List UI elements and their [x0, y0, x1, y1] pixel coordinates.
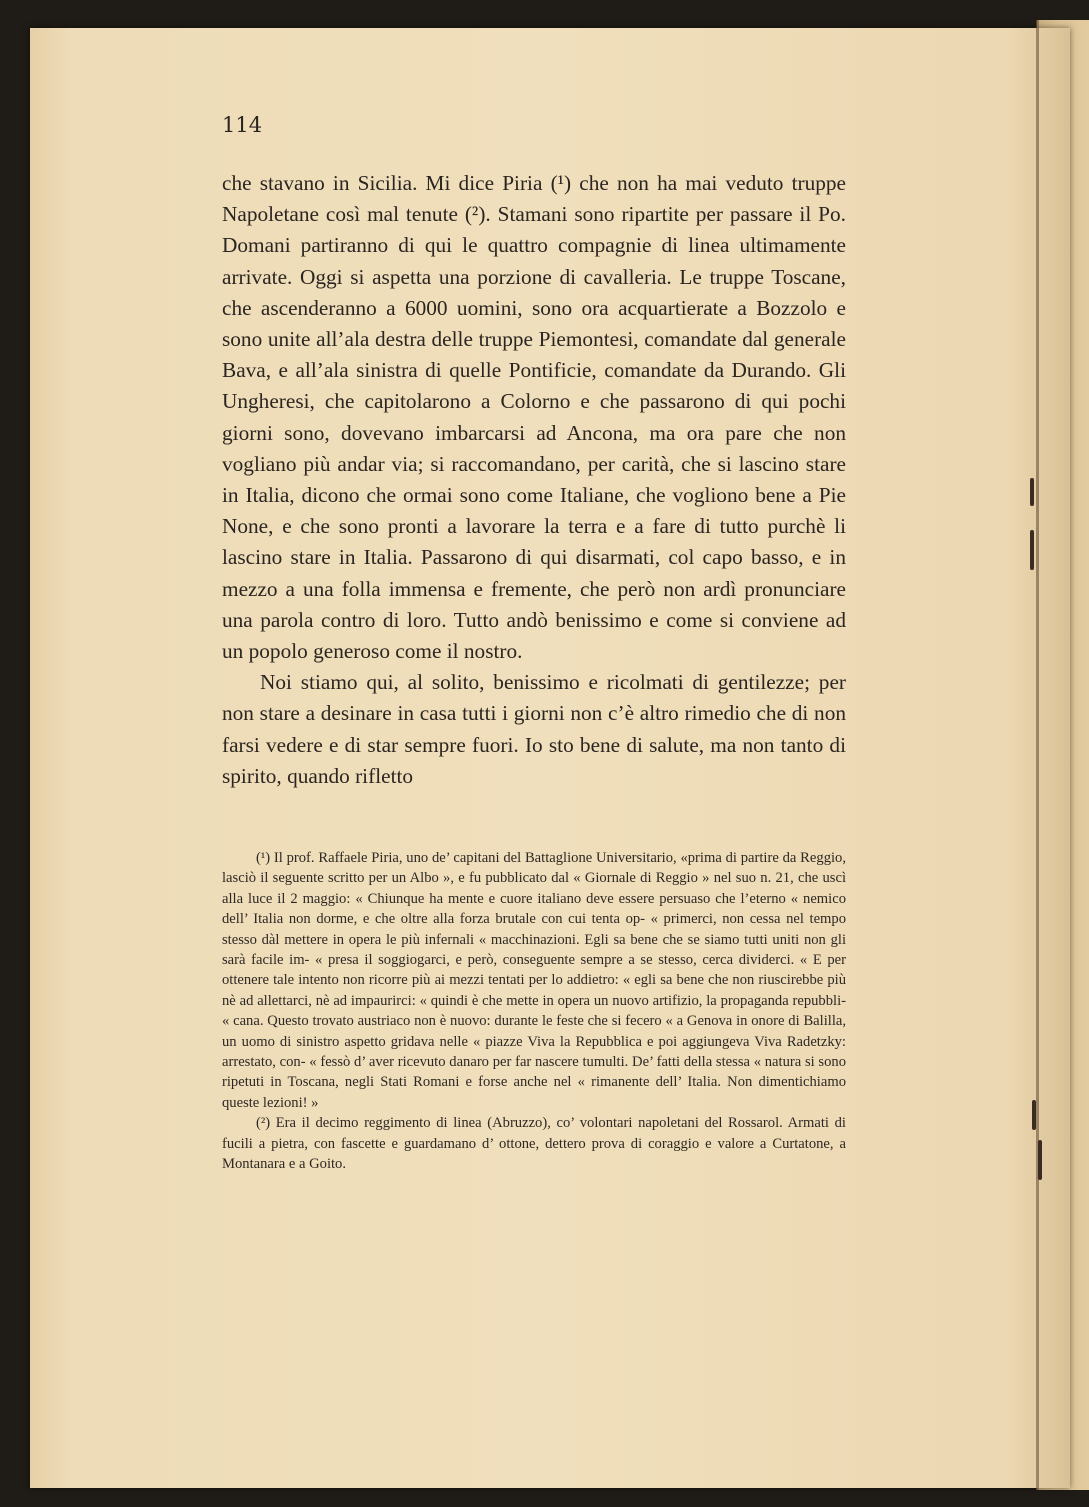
page-number: 114: [222, 113, 263, 137]
margin-mark: [1030, 478, 1034, 506]
page-binding-edge: [1036, 20, 1039, 1490]
footnotes: [222, 848, 846, 1175]
margin-mark: [1038, 1140, 1042, 1180]
body-paragraph: che stavano in Sicilia. Mi dice Piria (¹) che non ha mai veduto truppe Napoletane così mal tenute (²). Stamani sono ripartite per passare il Po. Domani partiranno di qui le quattro compagnie di linea ultimamente arrivate. Oggi si aspetta una porzione di cavalleria. Le truppe Toscane, che ascenderanno a 6000 uomini, sono ora acquartierate a Bozzolo e sono unite all’ala destra delle truppe Piemontesi, comandate dal generale Bava, e all’ala sinistra di quelle Pontificie, comandate da Durando. Gli Ungheresi, che capitolarono a Colorno e che passarono di qui pochi giorni sono, dovevano imbarcarsi ad Ancona, ma ora pare che non vogliano più andar via; si raccomandano, per carità, che si lascino stare in Italia, dicono che ormai sono come Italiane, che vogliono bene a Pie None, e che sono pronti a lavorare la terra e a fare di tutto purchè li lascino stare in Italia. Passarono di qui disarmati, col capo basso, e in mezzo a una folla immensa e fremente, che però non ardì pronunciare una parola contro di loro. Tutto andò benissimo e come si conviene ad un popolo generoso come il nostro.: [222, 171, 846, 664]
margin-mark: [1032, 1100, 1036, 1130]
footnote: (²) Era il decimo reggimento di linea (Abruzzo), co’ volontari napoletani del Rossarol. Armati di fucili a pietra, con fascette e guardamano d’ ottone, dettero prova di coraggio e valore a Curtatone, a Montanara e a Goito.: [222, 1115, 846, 1173]
margin-mark: [1030, 530, 1034, 570]
footnote: (¹) Il prof. Raffaele Piria, uno de’ capitani del Battaglione Universitario, «prima di partire da Reggio, lasciò il seguente scritto per un Albo », e fu pubblicato dal « Giornale di Reggio » nel suo n. 21, che uscì alla luce il 2 maggio: « Chiunque ha mente e cuore italiano deve essere persuaso che l’eterno « nemico dell’ Italia non dorme, e che oltre alla forza brutale con cui tenta op- « primerci, non cessa nel tempo stesso dàl mettere in opera le più infernali « macchinazioni. Egli sa bene che se siamo tutti uniti non gli sarà facile im- « presa il soggiogarci, e però, conseguente sempre a se stesso, cerca dividerci. « E per ottenere tale intento non ricorre più ai mezzi tentati per lo addietro: « egli sa bene che non riuscirebbe più nè ad allettarci, nè ad impaurirci: « quindi è che mette in opera un nuovo artifizio, la propaganda repubbli- « cana. Questo trovato austriaco non è nuovo: durante le feste che si fecero « a Genova in onore di Balilla, un uomo di sinistro aspetto gridava nelle « piazze Viva la Repubblica e poi aggiungeva Viva Radetzky: arrestato, con- « fessò d’ aver ricevuto danaro per far nascere tumulti. De’ fatti della stessa « natura si sono ripetuti in Toscana, negli Stati Romani e forse anche nel « rimanente dell’ Italia. Non dimentichiamo queste lezioni! »: [222, 850, 846, 1111]
body-text: [222, 168, 846, 792]
body-paragraph: Noi stiamo qui, al solito, benissimo e ricolmati di gentilezze; per non stare a desinare in casa tutti i giorni non c’è altro rimedio che di non farsi vedere e di star sempre fuori. Io sto bene di salute, ma non tanto di spirito, quando rifletto: [222, 670, 846, 788]
